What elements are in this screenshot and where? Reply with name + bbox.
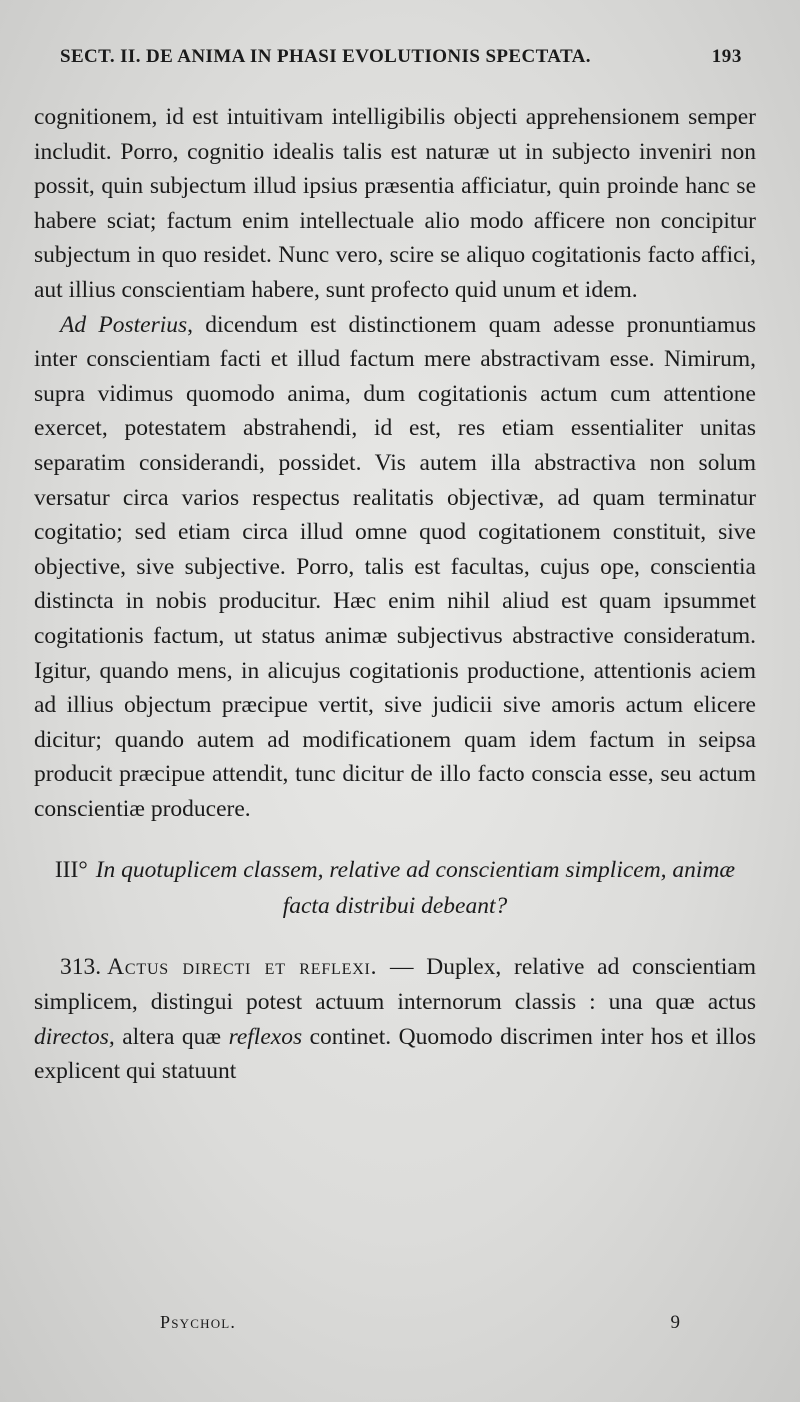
running-head [60,46,742,68]
section-heading: Actus directi et reflexi. [107,954,378,981]
section-italic-reflexos: reflexos [228,1023,303,1050]
section-text-part1: Duplex, relative ad conscientiam simplicem, distingui potest actuum internorum classis : una quæ actus [34,954,756,1016]
paragraph-body: , dicendum est distinctionem quam adesse pronuntiamus inter conscientiam facti et illud factum mere abstractivam esse. Nimirum, supra vidimus quomodo anima, dum cogitationis actum cum attentione exercet, potestatem abstrahendi, id est, res etiam essentialiter unitas separatim considerandi, possidet. Vis autem illa abstractiva non solum versatur circa varios respectus realitatis objectivæ, ad quam terminatur cogitatio; sed etiam circa illud omne quod cogitationem constituit, sive objective, sive subjective. Porro, talis est facultas, cujus ope, conscientia distincta in nobis producitur. Hæc enim nihil aliud est quam ipsummet cogitationis factum, ut status animæ subjectivus abstractive consideratum. Igitur, quando mens, in alicujus cogitationis productione, attentionis aciem ad illius objectum præcipue vertit, sive judicii sive amoris actum elicere dicitur; quando autem ad modificationem quam idem factum in seipsa producit præcipue attendit, tunc dicitur de illo facto conscia esse, seu actum conscientiæ producere. [34,311,756,822]
section-text-part3: continet. Quomodo discrimen inter hos et illos explicent qui statuunt [34,1023,756,1085]
question-text: In quotuplicem classem, relative ad conscientiam simplicem, animæ facta distribui debeant? [95,857,736,920]
paragraph-lead-italic: Ad Posterius [60,311,188,338]
question-heading [34,852,756,924]
paragraph-ad-posterius [34,308,756,827]
section-number: 313. [60,954,102,981]
running-head-title: SECT. II. DE ANIMA IN PHASI EVOLUTIONIS SPECTATA. [60,46,591,67]
footer-signature-number: 9 [670,1312,680,1333]
section-text-part2: altera quæ [114,1023,229,1050]
section-313-paragraph [34,950,756,1088]
footer-signature-label: Psychol. [160,1312,237,1332]
section-dash: — [377,954,427,981]
question-number: III° [54,857,88,884]
paragraph-continuation: cognitionem, id est intuitivam intelligibilis objecti apprehensionem semper includit. Porro, cognitio idealis talis est naturæ ut in subjecto inveniri non possit, quin subjectum illud ipsius præsentia afficiatur, quin proinde hanc se habere sciat; factum enim intellectuale alio modo afficere non concipitur subjectum in quo residet. Nunc vero, scire se aliquo cogitationis facto affici, aut illius conscientiam habere, sunt profecto quid unum et idem. [34,104,756,303]
page-footer [160,1312,680,1334]
body-text [34,100,756,1089]
page-number: 193 [711,46,742,67]
section-italic-directos: directos, [34,1023,115,1050]
